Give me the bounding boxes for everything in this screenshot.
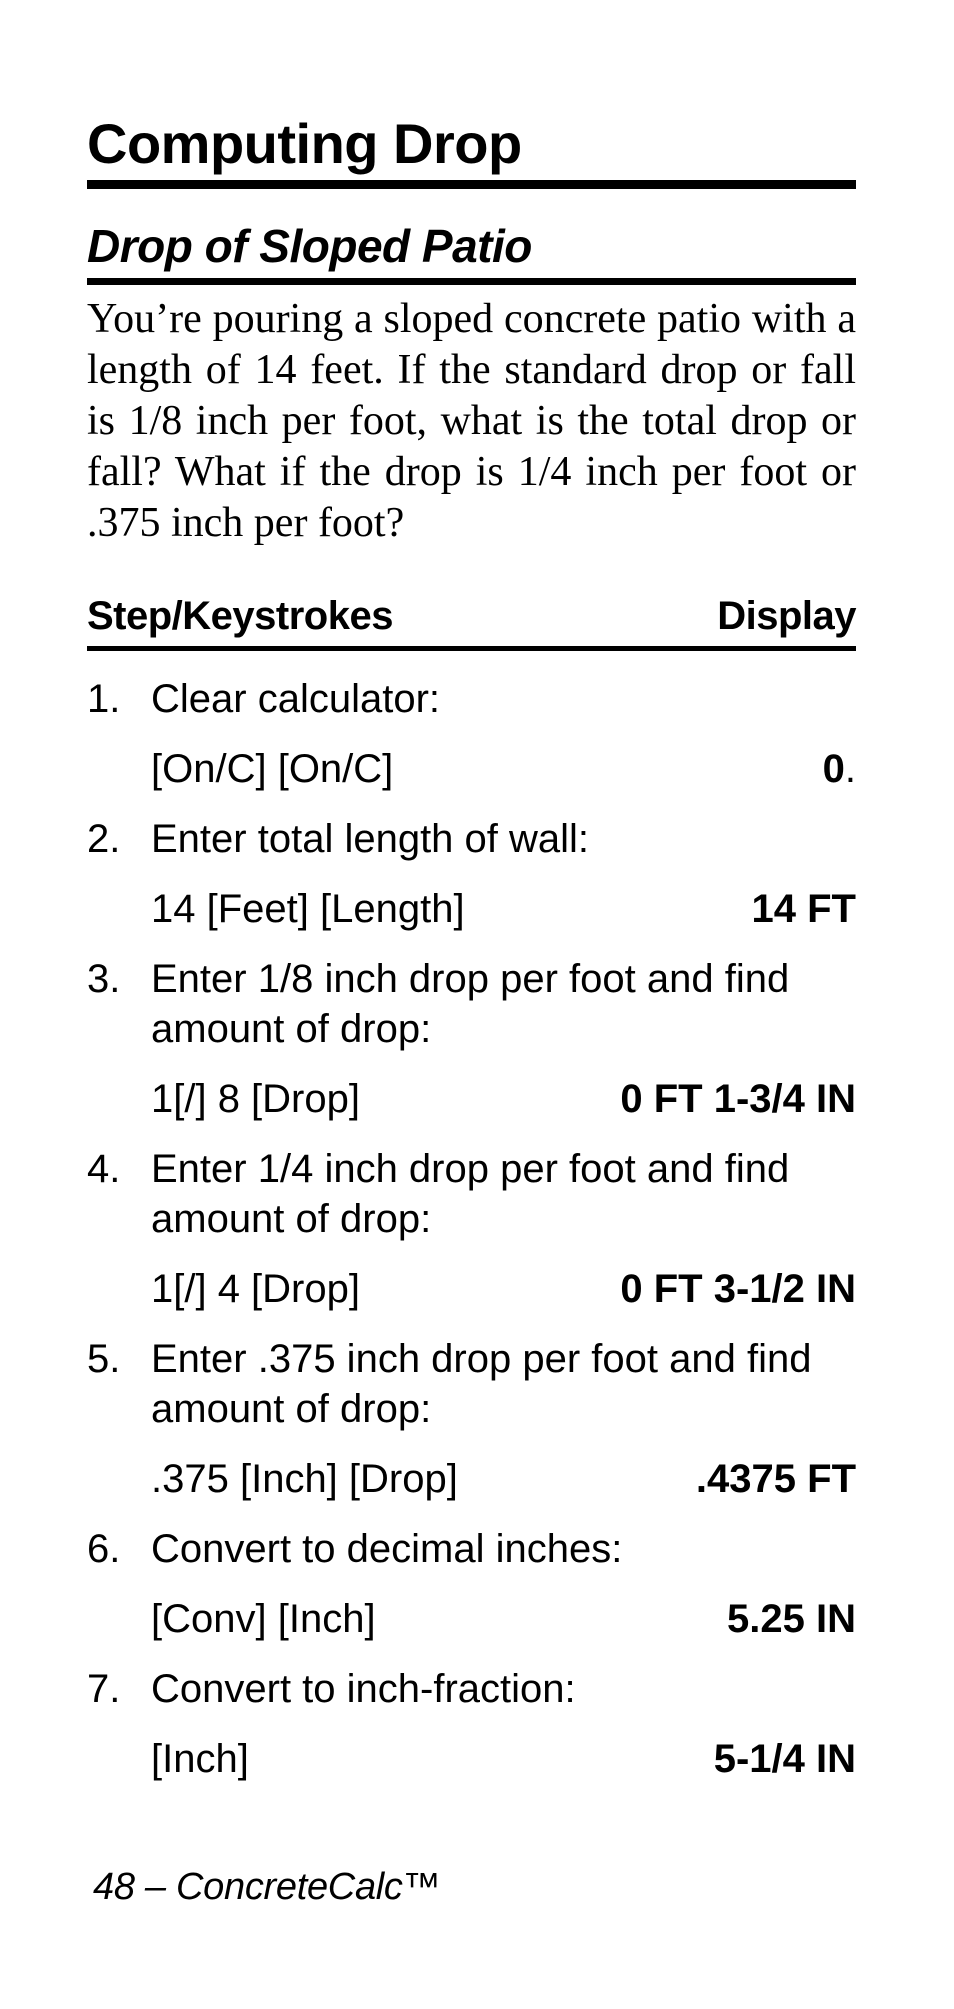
title-rule [87,180,856,189]
step-number: 4. [87,1147,121,1191]
step-display [620,1074,856,1124]
step-description: Convert to decimal inches: [151,1527,623,1571]
step-description: Clear calculator: [151,677,441,721]
step-keystrokes: [On/C] [On/C] [151,747,394,791]
display-tail: . [844,747,856,791]
step-item [87,954,856,1124]
column-header-steps: Step/Keystrokes [87,594,393,638]
step-description: Enter 1/4 inch drop per foot and find amount of drop: [151,1147,790,1241]
step-number: 6. [87,1527,121,1571]
subtitle-rule [87,278,856,285]
step-item [87,1334,856,1504]
step-number: 1. [87,677,121,721]
step-display [620,1264,856,1314]
step-number: 2. [87,817,121,861]
display-value: 5-1/4 IN [713,1737,856,1781]
display-value: 0 [822,747,845,791]
step-description: Enter total length of wall: [151,817,590,861]
step-keystrokes: 1[/] 8 [Drop] [151,1077,360,1121]
display-value: 5.25 IN [727,1597,856,1641]
step-display [823,744,856,794]
display-value: 0 FT 3-1/2 IN [620,1267,856,1311]
step-keystrokes: 1[/] 4 [Drop] [151,1267,360,1311]
section-subtitle: Drop of Sloped Patio [87,220,532,272]
step-number: 7. [87,1667,121,1711]
step-item [87,1144,856,1314]
page-footer: 48 – ConcreteCalc™ [93,1866,441,1908]
step-item [87,1664,856,1784]
display-value: 14 FT [751,887,856,931]
step-item [87,814,856,934]
step-display [714,1734,856,1784]
step-item [87,674,856,794]
step-keystrokes: [Inch] [151,1737,249,1781]
display-value: 0 FT 1-3/4 IN [620,1077,856,1121]
step-description: Convert to inch-fraction: [151,1667,576,1711]
step-number: 3. [87,957,121,1001]
step-description: Enter 1/8 inch drop per foot and find amount of drop: [151,957,790,1051]
step-number: 5. [87,1337,121,1381]
column-header [87,594,856,642]
step-keystrokes: .375 [Inch] [Drop] [151,1457,458,1501]
steps-list [87,674,856,1804]
display-value: .4375 FT [695,1457,856,1501]
step-description: Enter .375 inch drop per foot and find amount of drop: [151,1337,812,1431]
page-title: Computing Drop [87,112,522,175]
column-header-rule [87,646,856,651]
step-keystrokes: [Conv] [Inch] [151,1597,376,1641]
column-header-display: Display [717,594,856,638]
step-display [752,884,856,934]
step-display [696,1454,856,1504]
step-keystrokes: 14 [Feet] [Length] [151,887,465,931]
step-display [727,1594,856,1644]
step-item [87,1524,856,1644]
intro-paragraph: You’re pouring a sloped concrete patio with a length of 14 feet. If the standard drop or fall is 1/8 inch per foot, what is the total drop or fall? What if the drop is 1/4 inch per foot or .375 inch per foot? [87,296,856,546]
